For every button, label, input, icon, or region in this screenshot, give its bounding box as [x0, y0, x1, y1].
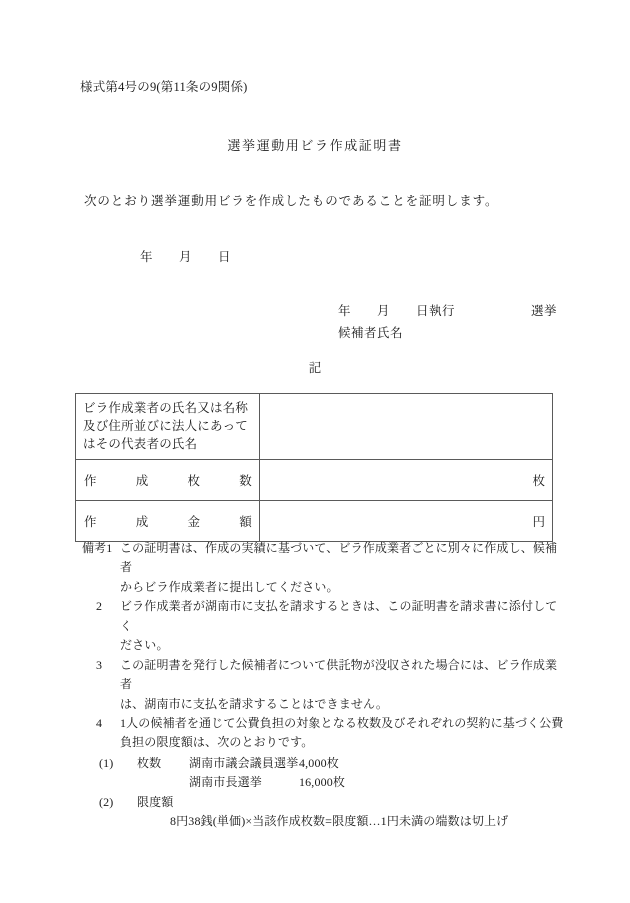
- amount-label-char-2: 成: [135, 515, 149, 530]
- printer-info-label-line-3: はその代表者の氏名: [83, 437, 198, 452]
- exec-month: 月: [377, 304, 391, 318]
- note-4-sub-items: [82, 754, 564, 832]
- sub-item-2-number: (2): [99, 794, 114, 809]
- issue-date-year: 年: [140, 250, 154, 264]
- intro-statement: 次のとおり選挙運動用ビラを作成したものであることを証明します。: [84, 194, 499, 208]
- limit-amount-formula: 8円38銭(単価)×当該作成枚数=限度額…1円未満の端数は切上げ: [170, 814, 509, 829]
- note-item-2: [82, 597, 564, 655]
- form-number: 様式第4号の9(第11条の9関係): [80, 80, 248, 94]
- quantity-label-char-4: 数: [239, 474, 252, 489]
- table-row: [76, 394, 553, 460]
- issue-date-month: 月: [179, 250, 193, 264]
- amount-label-char-4: 額: [239, 515, 252, 530]
- note-item-1: [82, 539, 564, 597]
- ki-marker: 記: [308, 361, 322, 375]
- note-2-line-2: ださい。: [120, 638, 169, 653]
- election-quantity-mayor: 16,000枚: [299, 775, 346, 790]
- exec-day: 日執行: [416, 304, 456, 318]
- note-4-line-2: 負担の限度額は、次のとおりです。: [120, 735, 314, 750]
- sub-item-2: [82, 793, 564, 812]
- note-marker-3: 3: [96, 657, 103, 672]
- quantity-label-char-1: 作: [84, 474, 97, 489]
- list-item: [189, 754, 564, 773]
- note-1-line-1: この証明書は、作成の実績に基づいて、ビラ作成業者ごとに別々に作成し、候補者: [120, 541, 558, 575]
- note-item-4: [82, 714, 564, 753]
- election-name-mayor: 湖南市長選挙: [189, 775, 262, 790]
- sub-item-1-number: (1): [99, 755, 114, 770]
- note-body-1: [120, 539, 564, 597]
- election-name-city-council: 湖南市議会議員選挙: [189, 755, 299, 770]
- amount-unit: 円: [532, 515, 545, 530]
- amount-label: [76, 501, 260, 542]
- quantity-label-char-3: 枚: [187, 474, 201, 489]
- amount-label-char-3: 金: [187, 515, 201, 530]
- list-item: [189, 773, 564, 792]
- table-row: [76, 501, 553, 542]
- printer-info-label-line-2: 及び住所並びに法人にあって: [83, 419, 248, 434]
- note-body-4: [120, 714, 564, 753]
- election-execution-line: [338, 301, 557, 319]
- candidate-name-label: 候補者氏名: [338, 326, 404, 340]
- note-marker-2: 2: [96, 599, 103, 614]
- exec-year: 年: [338, 304, 352, 318]
- printer-info-value[interactable]: [260, 394, 553, 460]
- note-body-3: [120, 656, 564, 714]
- printer-info-label: [76, 394, 260, 460]
- note-body-2: [120, 597, 564, 655]
- quantity-label-char-2: 成: [135, 474, 149, 489]
- issue-date-day: 日: [218, 250, 232, 264]
- quantity-unit: 枚: [532, 474, 545, 489]
- note-4-line-1: 1人の候補者を通じて公費負担の対象となる枚数及びそれぞれの契約に基づく公費: [120, 715, 564, 730]
- certificate-table: [75, 393, 553, 542]
- amount-value-cell[interactable]: [260, 501, 553, 542]
- note-2-line-1: ビラ作成業者が湖南市に支払を請求するときは、この証明書を請求書に添付してく: [120, 599, 558, 633]
- note-marker-1: 備考1: [82, 541, 113, 555]
- note-3-line-2: は、湖南市に支払を請求することはできません。: [120, 696, 389, 711]
- issue-date-blank: [140, 247, 231, 265]
- printer-info-label-line-1: ビラ作成業者の氏名又は名称: [83, 401, 249, 415]
- sub-item-1-label: 枚数: [137, 755, 162, 770]
- note-1-line-2: からビラ作成業者に提出してください。: [120, 579, 339, 594]
- quantity-label: [76, 460, 260, 501]
- notes-section: [82, 539, 564, 832]
- exec-election-label: 選挙: [531, 304, 558, 318]
- note-item-3: [82, 656, 564, 714]
- sub-item-2-label: 限度額: [137, 794, 174, 809]
- note-3-line-1: この証明書を発行した候補者について供託物が没収された場合には、ビラ作成業者: [120, 657, 558, 692]
- amount-label-char-1: 作: [84, 515, 97, 530]
- sub-item-1: [82, 754, 564, 793]
- sub-item-1-entries: [189, 754, 564, 793]
- election-quantity-city-council: 4,000枚: [299, 755, 339, 770]
- quantity-value-cell[interactable]: [260, 460, 553, 501]
- page-title: 選挙運動用ビラ作成証明書: [227, 138, 403, 153]
- note-marker-4: 4: [96, 715, 103, 730]
- table-row: [76, 460, 553, 501]
